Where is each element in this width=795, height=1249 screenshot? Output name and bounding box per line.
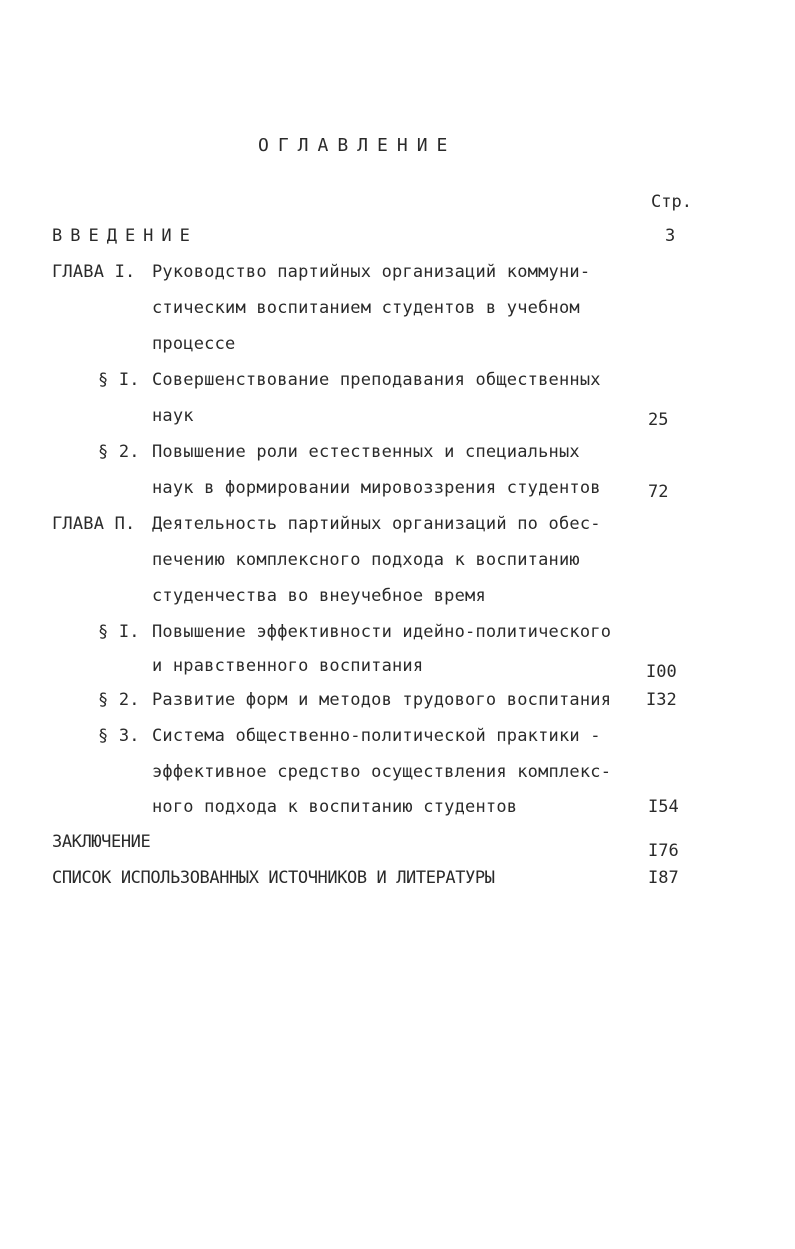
section-number: § I. [98, 370, 140, 390]
chapter-2-title-line: Деятельность партийных организаций по обес- [152, 514, 601, 534]
section-title-line: Совершенствование преподавания общественных [152, 370, 601, 390]
toc-page-number: I32 [646, 690, 677, 710]
chapter-1-title-line: процессе [152, 334, 236, 354]
chapter-1-label: ГЛАВА I. [52, 262, 136, 282]
section-title-line: Система общественно-политической практики - [152, 726, 601, 746]
chapter-1-title-line: Руководство партийных организаций коммуни- [152, 262, 591, 282]
section-title-line: эффективное средство осуществления комплекс- [152, 762, 612, 782]
toc-page-number: I00 [646, 662, 677, 682]
toc-entry-conclusion: ЗАКЛЮЧЕНИЕ [52, 832, 151, 852]
section-title-line: и нравственного воспитания [152, 656, 424, 676]
section-number: § 2. [98, 690, 140, 710]
page-title: ОГЛАВЛЕНИЕ [258, 135, 457, 156]
chapter-2-title-line: печению комплексного подхода к воспитанию [152, 550, 580, 570]
chapter-2-label: ГЛАВА П. [52, 514, 136, 534]
section-title-line: Повышение роли естественных и специальных [152, 442, 580, 462]
section-number: § 3. [98, 726, 140, 746]
chapter-1-title-line: стическим воспитанием студентов в учебном [152, 298, 580, 318]
section-number: § 2. [98, 442, 140, 462]
section-title-line: Повышение эффективности идейно-политического [152, 622, 612, 642]
chapter-2-title-line: студенчества во внеучебное время [152, 586, 486, 606]
toc-entry-introduction: ВВЕДЕНИЕ [52, 226, 198, 246]
section-title-line: наук [152, 406, 194, 426]
section-title-line: ного подхода к воспитанию студентов [152, 797, 518, 817]
toc-entry-bibliography: СПИСОК ИСПОЛЬЗОВАННЫХ ИСТОЧНИКОВ И ЛИТЕРАТУРЫ [52, 868, 495, 888]
section-title-line: наук в формировании мировоззрения студентов [152, 478, 601, 498]
page-column-header: Стр. [651, 192, 692, 212]
toc-page-conclusion: I76 [648, 841, 679, 861]
toc-page-number: 25 [648, 410, 669, 430]
toc-page-bibliography: I87 [648, 868, 679, 888]
section-number: § I. [98, 622, 140, 642]
toc-page-number: 72 [648, 482, 669, 502]
toc-page-number: I54 [648, 797, 679, 817]
section-title-line: Развитие форм и методов трудового воспитания [152, 690, 612, 710]
toc-page-introduction: 3 [665, 226, 676, 246]
